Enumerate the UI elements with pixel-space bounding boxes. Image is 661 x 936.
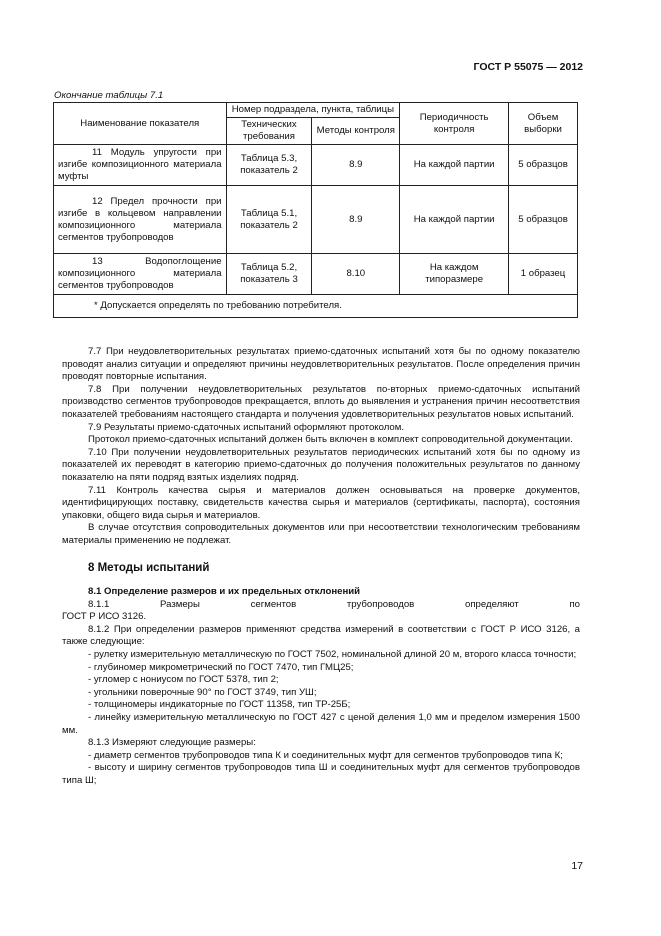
row-method-ref: 8.9 [312, 145, 400, 186]
list-item: - диаметр сегментов трубопроводов типа К и соединительных муфт для сегментов трубопроводов типа К; [88, 749, 563, 761]
header-indicator-name: Наименование показателя [54, 103, 227, 145]
row-periodicity: На каждом типоразмере [400, 254, 509, 295]
table-footnote-row [54, 295, 578, 318]
inspection-table [53, 102, 578, 318]
table-caption: Окончание таблицы 7.1 [54, 90, 164, 101]
paragraph-7-11: 7.11 Контроль качества сырья и материалов должен основываться на проверке документов, идентифицирующих поставку, свидетельств качества сырья и материалов (сертификаты, паспорта), состояния упаковки, общего вида сырья и материалов. [62, 484, 580, 521]
list-item: - угломер с нониусом по ГОСТ 5378, тип 2; [88, 674, 279, 686]
row-number: 13 [92, 256, 103, 267]
row-indicator-name [54, 145, 227, 186]
paragraph-7-10: 7.10 При получении неудовлетворительных результатов периодических испытаний хотя бы по одному из показателей их переводят в категорию приемо-сдаточных до получения положительных результатов по данному показателю на пяти подряд взятых изделиях подряд. [62, 446, 580, 483]
row-tech-ref: Таблица 5.2, показатель 3 [226, 254, 312, 295]
paragraph-7-8: 7.8 При получении неудовлетворительных результатов по-вторных приемо-сдаточных испытаний производство сегментов трубопроводов прекращается, вплоть до выявления и устранения причин несоответствия показателей требованиям настоящего стандарта и получения удовлетворительных результатов новых испытаний. [62, 383, 580, 420]
row-sample-size: 5 образцов [509, 145, 578, 186]
header-test-methods: Методы контроля [312, 118, 400, 145]
row-number: 12 [92, 195, 103, 207]
row-periodicity: На каждой партии [400, 186, 509, 254]
row-sample-size: 1 образец [509, 254, 578, 295]
row-periodicity: На каждой партии [400, 145, 509, 186]
row-tech-ref: Таблица 5.1, показатель 2 [226, 186, 312, 254]
paragraph-8-1-1-line1: 8.1.1 Размеры сегментов трубопроводов определяют по [88, 598, 580, 610]
list-item: - угольники поверочные 90° по ГОСТ 3749, тип УШ; [88, 686, 317, 698]
paragraph-7-7: 7.7 При неудовлетворительных результатах приемо-сдаточных испытаний хотя бы по одному показателю проводят анализ ситуации и определяют причины неудовлетворительных результатов. После определения причин проводят повторные испытания. [62, 346, 580, 383]
list-item: - высоту и ширину сегментов трубопроводов типа Ш и соединительных муфт для сегментов трубопроводов типа Ш; [62, 762, 580, 786]
list-item: - глубиномер микрометрический по ГОСТ 7470, тип ГМЦ25; [88, 661, 354, 673]
row-indicator-name [54, 254, 227, 295]
list-item: - толщиномеры индикаторные по ГОСТ 11358, тип ТР-25Б; [88, 699, 351, 711]
row-method-ref: 8.10 [312, 254, 400, 295]
body-text [62, 346, 580, 788]
paragraph-8-1-3: 8.1.3 Измеряют следующие размеры: [88, 737, 256, 749]
header-sample-size: Объем выборки [509, 103, 578, 145]
header-section-number: Номер подраздела, пункта, таблицы [226, 103, 400, 118]
table-row [54, 254, 578, 295]
header-tech-requirements: Технических требования [226, 118, 312, 145]
paragraph-7-9-protocol: Протокол приемо-сдаточных испытаний должен быть включен в комплект сопроводительной документации. [88, 434, 573, 446]
paragraph-8-1-2: 8.1.2 При определении размеров применяют средства измерений в соответствии с ГОСТ Р ИСО 3126, а также следующие: [62, 623, 580, 648]
row-name-text: Предел прочности при изгибе в кольцевом направлении композиционного материала сегментов трубопроводов [58, 195, 222, 243]
table-row [54, 186, 578, 254]
row-sample-size: 5 образцов [509, 186, 578, 254]
section-8-title: 8 Методы испытаний [88, 561, 210, 574]
paragraph-7-11-note: В случае отсутствия сопроводительных документов или при несоответствии технологическим требованиям материалы применению не подлежат. [62, 522, 580, 546]
paragraph-8-1-1-line2: ГОСТ Р ИСО 3126. [62, 611, 147, 623]
header-periodicity: Периодичность контроля [400, 103, 509, 145]
list-item: - линейку измерительную металлическую по ГОСТ 427 с ценой деления 1,0 мм и пределом измерения 1500 мм. [62, 712, 580, 736]
list-item: - рулетку измерительную металлическую по ГОСТ 7502, номинальной длиной 20 м, второго класса точности; [88, 649, 577, 661]
row-number: 11 [92, 147, 102, 158]
table-row [54, 145, 578, 186]
document-id-header: ГОСТ Р 55075 — 2012 [473, 61, 583, 73]
row-method-ref: 8.9 [312, 186, 400, 254]
table-footnote: * Допускается определять по требованию потребителя. [54, 295, 578, 318]
table-header-row [54, 103, 578, 118]
row-indicator-name [54, 186, 227, 254]
paragraph-7-9: 7.9 Результаты приемо-сдаточных испытаний оформляют протоколом. [88, 421, 405, 433]
subsection-8-1-title: 8.1 Определение размеров и их предельных отклонений [88, 586, 361, 598]
page-number: 17 [571, 860, 583, 872]
row-name-text: Водопоглощение композиционного материала сегментов трубопроводов [58, 256, 222, 291]
row-tech-ref: Таблица 5.3, показатель 2 [226, 145, 312, 186]
row-name-text: Модуль упругости при изгибе композиционного материала муфты [58, 147, 222, 182]
